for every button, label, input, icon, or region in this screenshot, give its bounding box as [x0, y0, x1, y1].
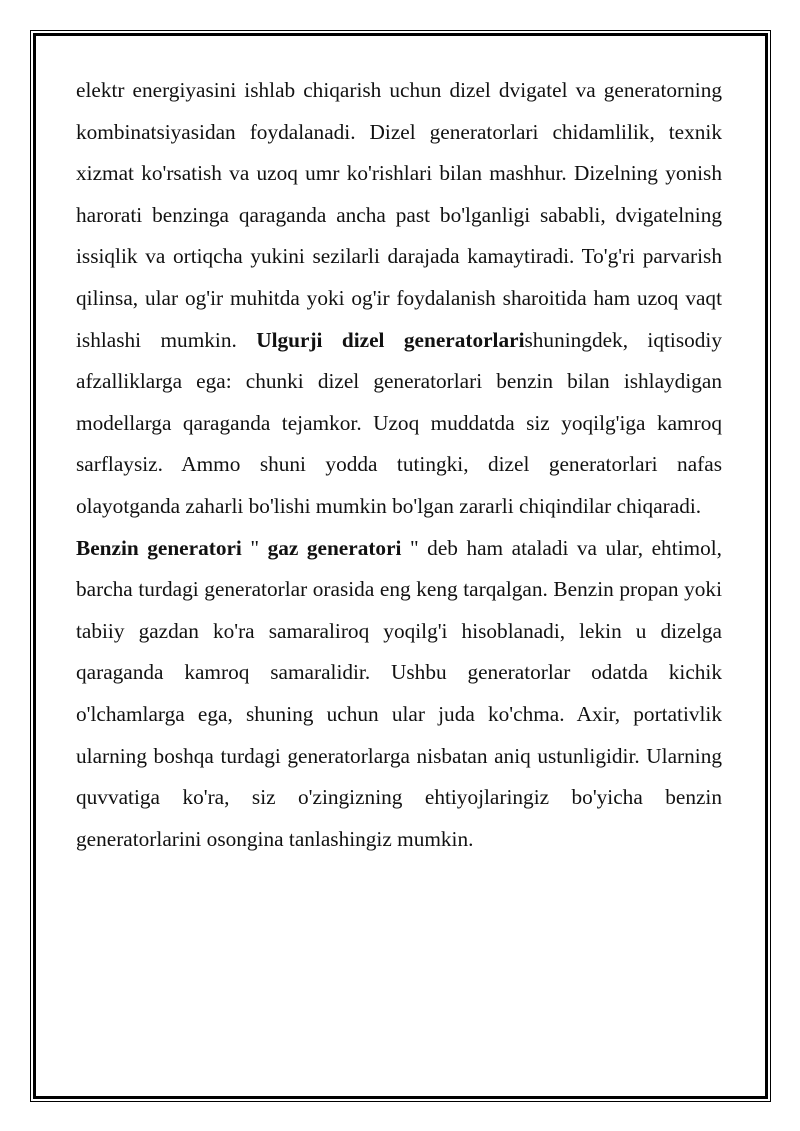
- paragraph-text: elektr energiyasini ishlab chiqarish uchun dizel dvigatel va generatorning kombinatsiyasidan foydalanadi. Dizel generatorlari chidamlilik, texnik xizmat ko'rsatish va uzoq umr ko'rishlari bilan mashhur. Dizelning yonish harorati benzinga qaraganda ancha past bo'lganligi sababli, dvigatelning issiqlik va ortiqcha yukini sezilarli darajada kamaytiradi. To'g'ri parvarish qilinsa, ular og'ir muhitda yoki og'ir foydalanish sharoitida ham uzoq vaqt ishlashi mumkin.: [76, 78, 722, 352]
- paragraph-diesel-generators: [76, 70, 722, 528]
- paragraph-text: shuningdek, iqtisodiy afzalliklarga ega: chunki dizel generatorlari benzin bilan ishlaydigan modellarga qaraganda tejamkor. Uzoq muddatda siz yoqilg'iga kamroq sarflaysiz. Ammo shuni yodda tutingki, dizel generatorlari nafas olayotganda zaharli bo'lishi mumkin bo'lgan zararli chiqindilar chiqaradi.: [76, 327, 722, 518]
- quote-mark: ": [241, 535, 268, 560]
- bold-term-petrol-generator: Benzin generatori: [76, 535, 242, 560]
- bold-term-wholesale-diesel: Ulgurji dizel generatorlari: [256, 327, 525, 352]
- document-body: [76, 70, 722, 860]
- bold-term-gas-generator: gaz generatori: [267, 535, 402, 560]
- paragraph-text: " deb ham ataladi va ular, ehtimol, barcha turdagi generatorlar orasida eng keng tarqalgan. Benzin propan yoki tabiiy gazdan ko'ra samaraliroq yoqilg'i hisoblanadi, lekin u dizelga qaraganda kamroq samaralidir. Ushbu generatorlar odatda kichik o'lchamlarga ega, shuning uchun ular juda ko'chma. Axir, portativlik ularning boshqa turdagi generatorlarga nisbatan aniq ustunligidir. Ularning quvvatiga ko'ra, siz o'zingizning ehtiyojlaringiz bo'yicha benzin generatorlarini osongina tanlashingiz mumkin.: [76, 535, 722, 851]
- paragraph-petrol-generators: [76, 528, 722, 861]
